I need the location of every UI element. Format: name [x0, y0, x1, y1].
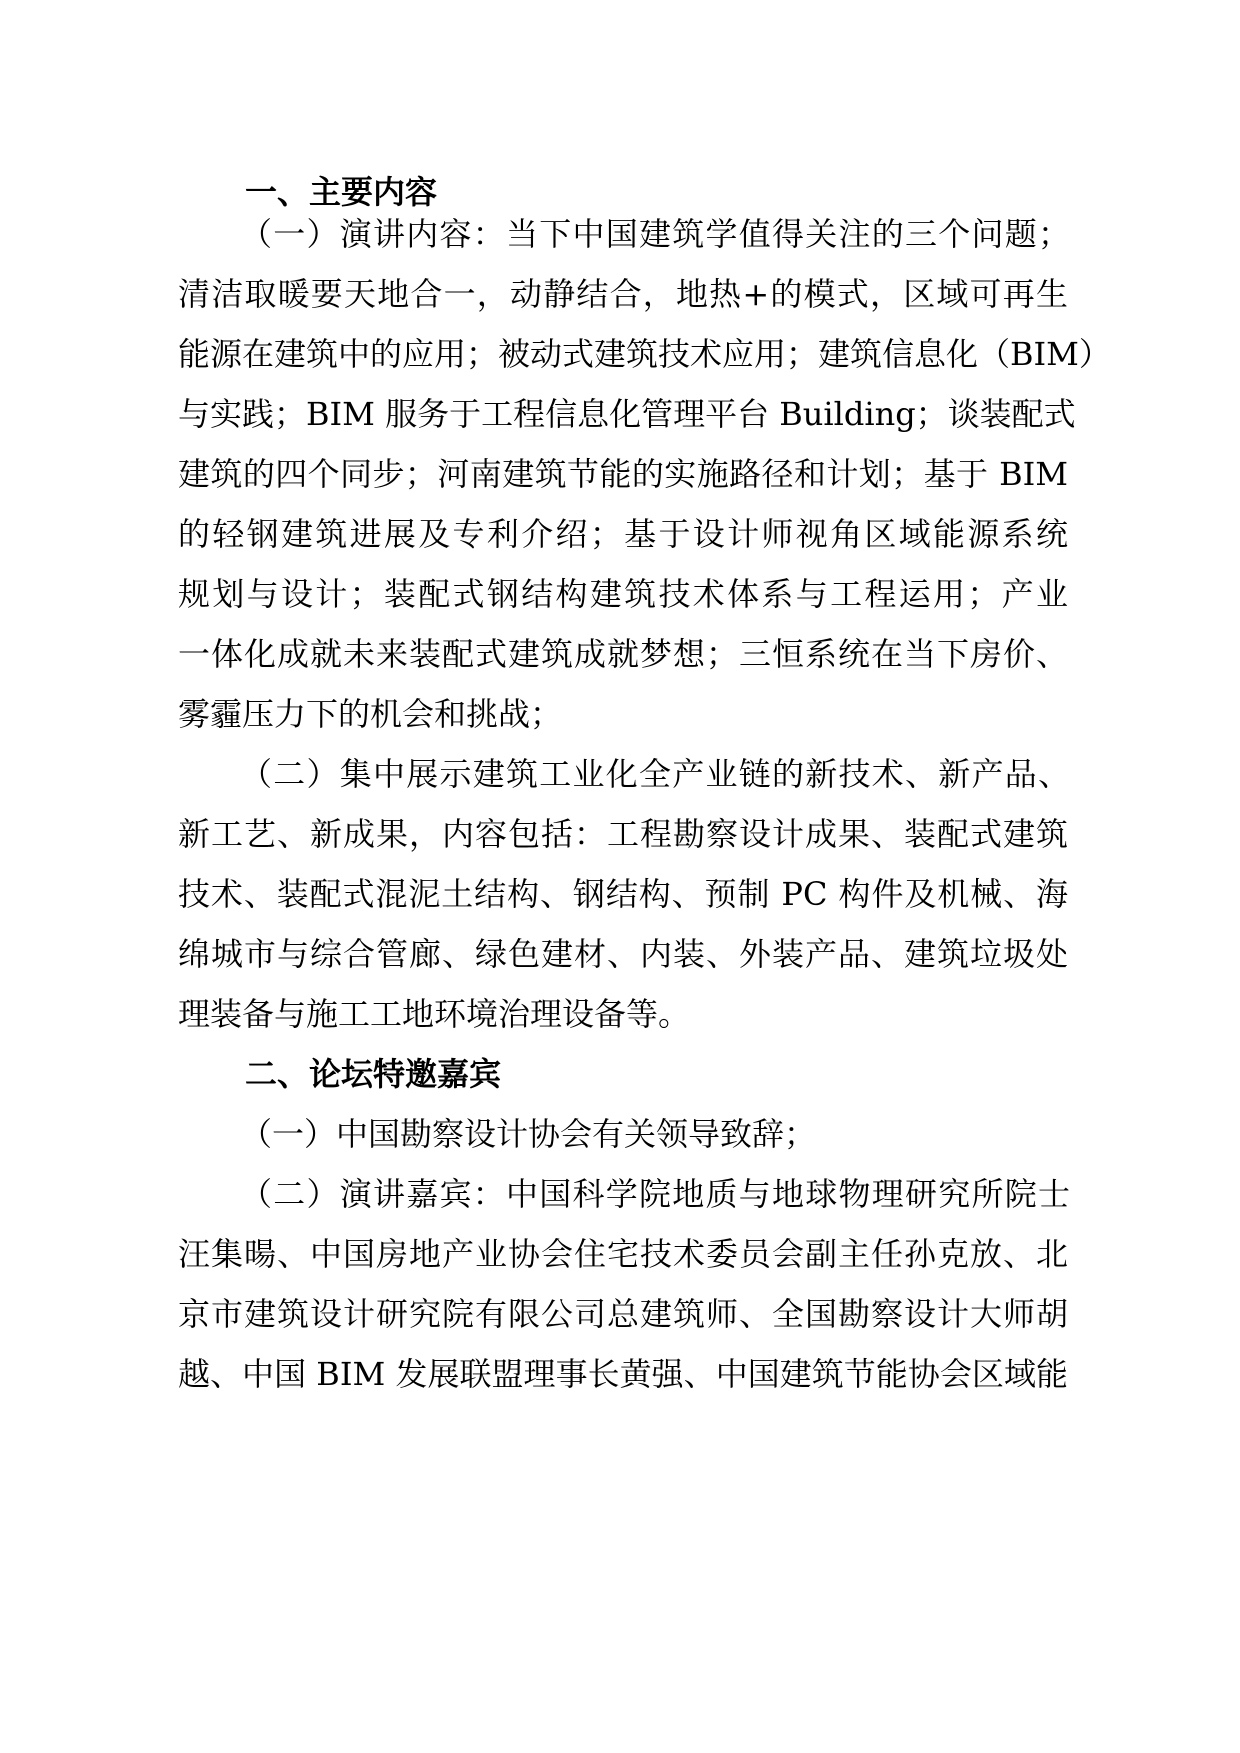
paragraph-line: 技术、装配式混泥土结构、钢结构、预制 PC 构件及机械、海: [178, 875, 1068, 913]
paragraph-line: 京市建筑设计研究院有限公司总建筑师、全国勘察设计大师胡: [178, 1295, 1068, 1333]
paragraph-line: 理装备与施工工地环境治理设备等。: [178, 995, 691, 1033]
paragraph-line: 雾霾压力下的机会和挑战；: [178, 695, 563, 733]
paragraph-line: （一）中国勘察设计协会有关领导致辞；: [240, 1115, 817, 1153]
paragraph-line: 规划与设计；装配式钢结构建筑技术体系与工程运用；产业: [178, 575, 1068, 613]
section-heading-guests: 二、论坛特邀嘉宾: [245, 1055, 502, 1093]
section-heading-main-content: 一、主要内容: [245, 173, 438, 211]
paragraph-line: 与实践；BIM 服务于工程信息化管理平台 Building；谈装配式: [178, 395, 1076, 433]
paragraph-line: （二）演讲嘉宾：中国科学院地质与地球物理研究所院士: [240, 1175, 1070, 1213]
paragraph-line: 一体化成就未来装配式建筑成就梦想；三恒系统在当下房价、: [178, 635, 1068, 673]
paragraph-line: 清洁取暖要天地合一，动静结合，地热+的模式，区域可再生: [178, 275, 1068, 313]
paragraph-line: 能源在建筑中的应用；被动式建筑技术应用；建筑信息化（BIM）: [178, 335, 1111, 373]
paragraph-line: 汪集暘、中国房地产业协会住宅技术委员会副主任孙克放、北: [178, 1235, 1068, 1273]
paragraph-line: 建筑的四个同步；河南建筑节能的实施路径和计划；基于 BIM: [178, 455, 1068, 493]
paragraph-line: （一）演讲内容：当下中国建筑学值得关注的三个问题；: [240, 215, 1070, 253]
paragraph-line: 新工艺、新成果，内容包括：工程勘察设计成果、装配式建筑: [178, 815, 1068, 853]
paragraph-line: （二）集中展示建筑工业化全产业链的新技术、新产品、: [240, 755, 1070, 793]
paragraph-line: 越、中国 BIM 发展联盟理事长黄强、中国建筑节能协会区域能: [178, 1355, 1068, 1393]
paragraph-line: 绵城市与综合管廊、绿色建材、内装、外装产品、建筑垃圾处: [178, 935, 1068, 973]
paragraph-line: 的轻钢建筑进展及专利介绍；基于设计师视角区域能源系统: [178, 515, 1068, 553]
